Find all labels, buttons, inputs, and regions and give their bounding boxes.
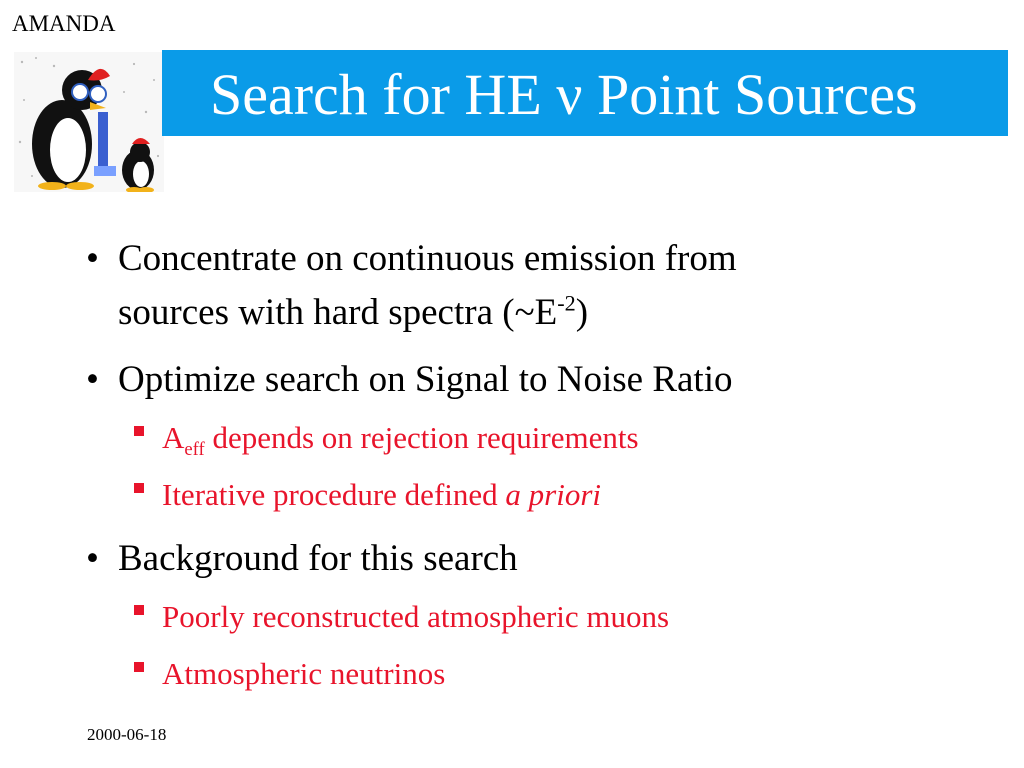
- footer-date: 2000-06-18: [87, 725, 167, 744]
- sub-bullet-text: Iterative procedure defined a priori: [162, 477, 602, 512]
- penguin-logo-icon: [14, 52, 164, 192]
- square-bullet-icon: [134, 483, 144, 493]
- italic-term: a priori: [505, 477, 602, 512]
- sub-bullet-text: Poorly reconstructed atmospheric muons: [162, 599, 670, 634]
- square-bullet-icon: [134, 605, 144, 615]
- brand-label: AMANDA: [12, 11, 116, 36]
- bullet-text-line: sources with hard spectra $(\sim E^{-2})$: [118, 290, 589, 333]
- sub-bullet-text: Atmospheric neutrinos: [162, 656, 446, 691]
- bullet-dot-icon: •: [86, 238, 99, 279]
- bullet-text-line: Optimize search on Signal to Noise Ratio: [118, 359, 733, 400]
- sub-bullet-text: $A_{eff}$ depends on rejection requirements: [162, 420, 639, 461]
- bullet-text-line: Concentrate on continuous emission from: [118, 238, 737, 279]
- exponent: -2: [557, 290, 576, 316]
- square-bullet-icon: [134, 426, 144, 436]
- square-bullet-icon: [134, 662, 144, 672]
- subscript: eff: [184, 439, 205, 461]
- bullet-text-line: Background for this search: [118, 538, 518, 579]
- bullet-dot-icon: •: [86, 359, 99, 400]
- bullet-dot-icon: •: [86, 538, 99, 579]
- slide-title: Search for HE ν Point Sources: [210, 62, 918, 127]
